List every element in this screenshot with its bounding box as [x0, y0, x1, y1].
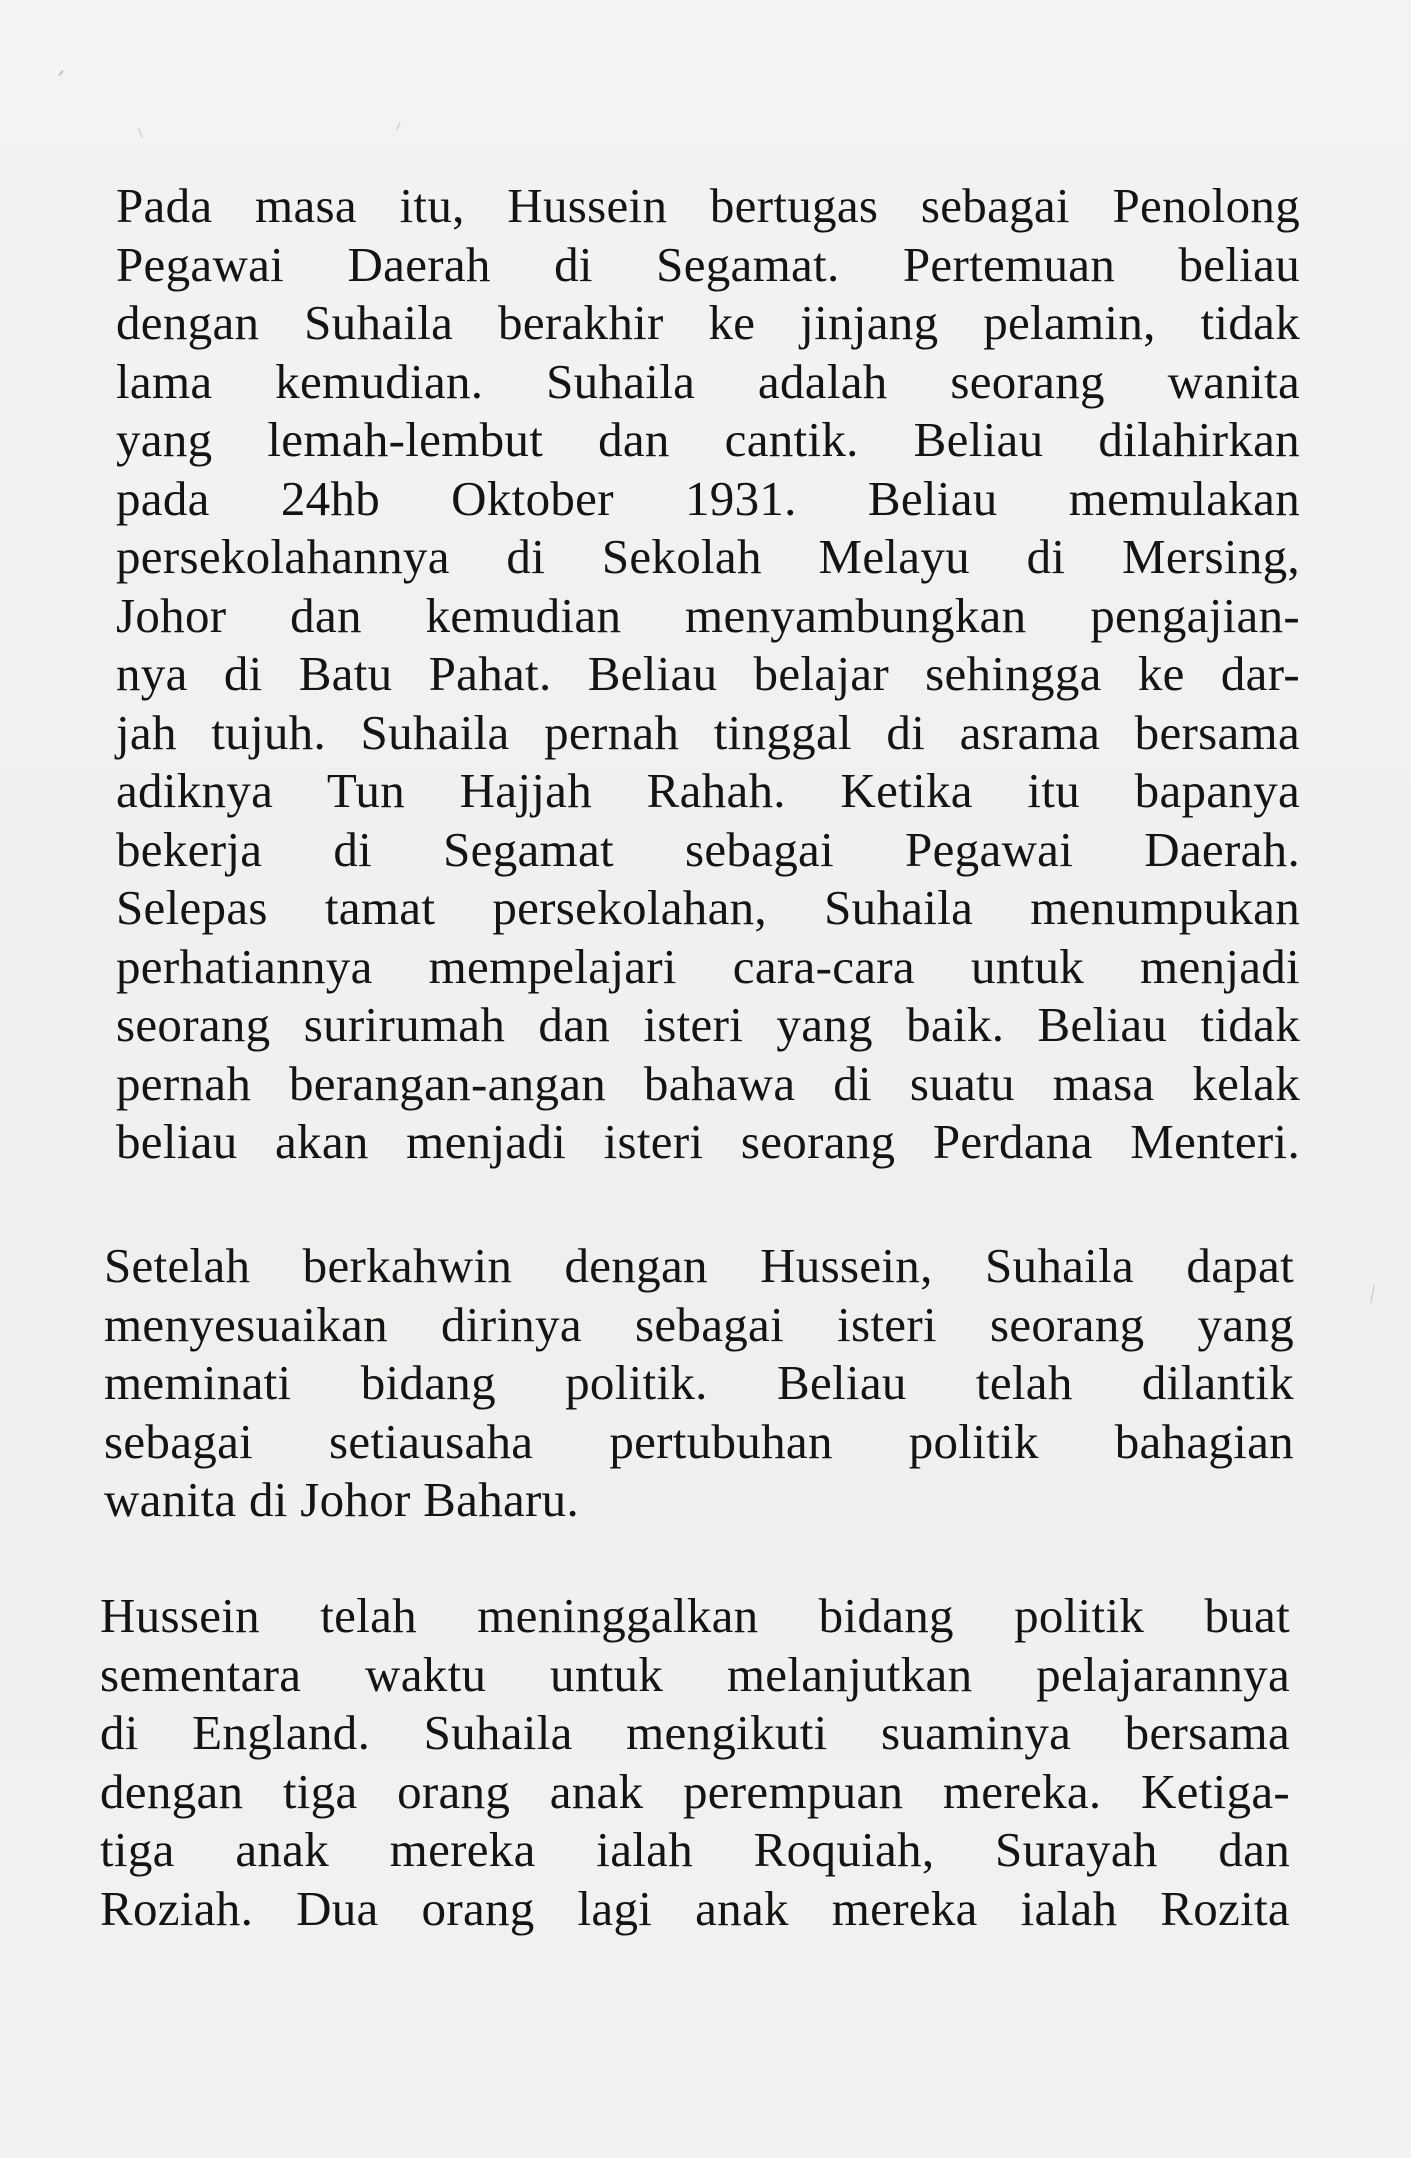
text-line: pada 24hb Oktober 1931. Beliau memulakan [116, 470, 1300, 526]
paragraph-1 [116, 177, 1300, 1172]
paper-speck [138, 128, 142, 138]
text-line: Selepas tamat persekolahan, Suhaila menumpukan [116, 880, 1300, 935]
text-line: bekerja di Segamat sebagai Pegawai Daerah. [116, 821, 1300, 877]
text-line: di England. Suhaila mengikuti suaminya bersama [100, 1705, 1290, 1760]
text-line: Pada masa itu, Hussein bertugas sebagai Penolong [116, 178, 1300, 233]
text-line: dengan tiga orang anak perempuan mereka. Ketiga- [100, 1763, 1290, 1819]
paragraph-3 [100, 1587, 1290, 1938]
text-line: Roziah. Dua orang lagi anak mereka ialah Rozita [100, 1880, 1290, 1936]
text-line: jah tujuh. Suhaila pernah tinggal di asrama bersama [116, 704, 1300, 760]
text-line: Pegawai Daerah di Segamat. Pertemuan beliau [116, 236, 1300, 292]
text-line: wanita di Johor Baharu. [104, 1472, 580, 1527]
text-line: yang lemah-lembut dan cantik. Beliau dilahirkan [116, 412, 1300, 467]
text-line: persekolahannya di Sekolah Melayu di Mersing, [116, 529, 1300, 584]
paper-speck [396, 122, 400, 130]
text-line: sementara waktu untuk melanjutkan pelajarannya [100, 1646, 1290, 1702]
paper-speck [58, 70, 63, 76]
text-line: Hussein telah meninggalkan bidang politik buat [100, 1588, 1290, 1643]
text-line: Johor dan kemudian menyambungkan pengajian- [116, 587, 1300, 643]
text-line: Setelah berkahwin dengan Hussein, Suhaila dapat [104, 1238, 1294, 1293]
text-line: lama kemudian. Suhaila adalah seorang wanita [116, 353, 1300, 409]
text-line: meminati bidang politik. Beliau telah dilantik [104, 1355, 1294, 1410]
text-line: perhatiannya mempelajari cara-cara untuk menjadi [116, 938, 1300, 994]
text-line: sebagai setiausaha pertubuhan politik bahagian [104, 1413, 1294, 1469]
paper-speck [1370, 1285, 1374, 1303]
text-line: menyesuaikan dirinya sebagai isteri seorang yang [104, 1296, 1294, 1352]
text-line: dengan Suhaila berakhir ke jinjang pelamin, tidak [116, 295, 1300, 350]
text-line: seorang surirumah dan isteri yang baik. Beliau tidak [116, 997, 1300, 1052]
text-line: nya di Batu Pahat. Beliau belajar sehingga ke dar- [116, 646, 1300, 701]
text-line: pernah berangan-angan bahawa di suatu masa kelak [116, 1055, 1300, 1111]
text-line: beliau akan menjadi isteri seorang Perdana Menteri. [116, 1114, 1300, 1169]
text-line: adiknya Tun Hajjah Rahah. Ketika itu bapanya [116, 763, 1300, 818]
paragraph-2 [104, 1237, 1294, 1530]
text-line: tiga anak mereka ialah Roquiah, Surayah dan [100, 1822, 1290, 1877]
